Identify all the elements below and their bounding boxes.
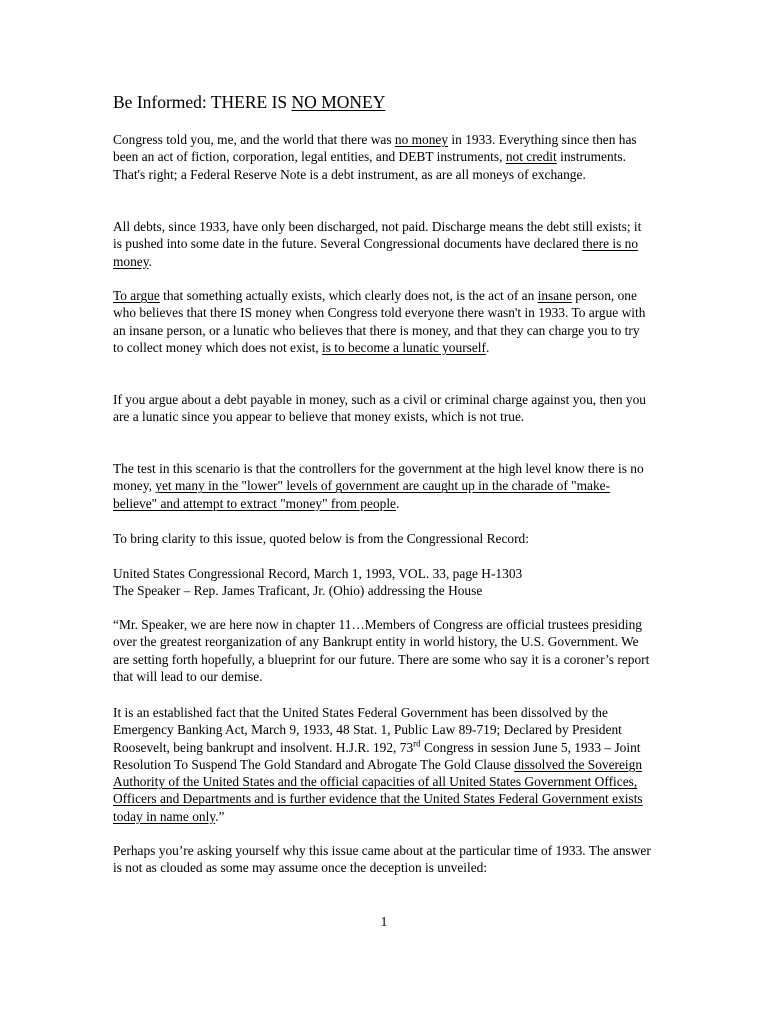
text-run: To bring clarity to this issue, quoted below is from the Congressional Record: [113, 531, 529, 546]
text-run: in 1933. Everything since then has been an act of fiction, corporation, legal entities, and DEBT instruments, [113, 132, 637, 165]
text-run: United States Congressional Record, March 1, 1993, VOL. 33, page H-1303 [113, 566, 523, 581]
underlined-text: no money [394, 132, 449, 147]
text-run: Congress in session June 5, 1933 – Joint Resolution To Suspend The Gold Standard and Abrogate The Gold Clause [113, 739, 641, 772]
paragraph-6 [113, 530, 653, 547]
paragraph-closing [113, 842, 653, 877]
quote-paragraph-2 [113, 704, 653, 825]
quote-paragraph-1 [113, 616, 653, 685]
underlined-text: is to become a lunatic yourself [322, 339, 486, 355]
text-run: that something actually exists, which clearly does not, is the act of an [159, 288, 538, 303]
text-run: “Mr. Speaker, we are here now in chapter 11…Members of Congress are official trustees presiding over the greatest reorganization of any Bankrupt entity in world history, the U.S. Government. We are setting forth hopefully, a blueprint for our future. There are some who say it is a coroner’s report that will lead to our demise. [113, 617, 650, 684]
underlined-text: not credit [505, 149, 557, 165]
text-run: .” [215, 808, 225, 824]
text-run: . [148, 253, 152, 269]
text-run: The test in this scenario is that the controllers for the government at the high level know there is no money, [113, 461, 644, 494]
text-run: Congress told you, me, and the world that there was [113, 132, 395, 147]
text-run: If you argue about a debt payable in money, such as a civil or criminal charge against you, then you are a lunatic since you appear to believe that money exists, which is not true. [113, 392, 646, 425]
paragraph-3 [113, 287, 653, 356]
page-title [113, 92, 385, 113]
paragraph-4 [113, 391, 653, 426]
paragraph-2 [113, 218, 653, 270]
citation-paragraph [113, 565, 653, 600]
text-run: Perhaps you’re asking yourself why this issue came about at the particular time of 1933. The answer is not as clouded as some may assume once the deception is unveiled: [113, 843, 651, 876]
title-underlined: NO MONEY [291, 92, 386, 112]
underlined-text: To argue [113, 288, 160, 303]
superscript-text: rd [413, 738, 421, 749]
text-run: The Speaker – Rep. James Traficant, Jr. (Ohio) addressing the House [113, 583, 483, 599]
underlined-text: yet many in the "lower" levels of government are caught up in the charade of "make-believe" and attempt to extract "money" from people [113, 478, 611, 511]
text-run: . [485, 339, 490, 355]
text-run: person, one who believes that there IS money when Congress told everyone there wasn't in 1933. To argue with an insane person, or a lunatic who believes that there is money, and that they can charge you to try to collect money which does not exist, [113, 288, 646, 355]
paragraph-1 [113, 131, 653, 183]
text-run: instruments. That's right; a Federal Reserve Note is a debt instrument, as are all moneys of exchange. [113, 149, 626, 182]
underlined-text: dissolved the Sovereign Authority of the United States and the official capacities of all United States Government Offices, Officers and Departments and is further evidence that the United States Federal Government exists today in name only [113, 756, 643, 824]
page-number: 1 [380, 914, 388, 929]
underlined-text: insane [537, 288, 572, 303]
paragraph-5 [113, 460, 653, 512]
text-run: All debts, since 1933, have only been discharged, not paid. Discharge means the debt still exists; it is pushed into some date in the future. Several Congressional documents have declared [113, 219, 642, 252]
text-run: . [396, 495, 400, 511]
underlined-text: there is no money [113, 236, 639, 269]
text-run: It is an established fact that the United States Federal Government has been dissolved by the Emergency Banking Act, March 9, 1933, 48 Stat. 1, Public Law 89-719; Declared by President Roosevelt, being bankrupt and insolvent. H.J.R. 192, 73 [113, 705, 622, 755]
title-prefix: Be Informed: THERE IS [113, 92, 292, 112]
